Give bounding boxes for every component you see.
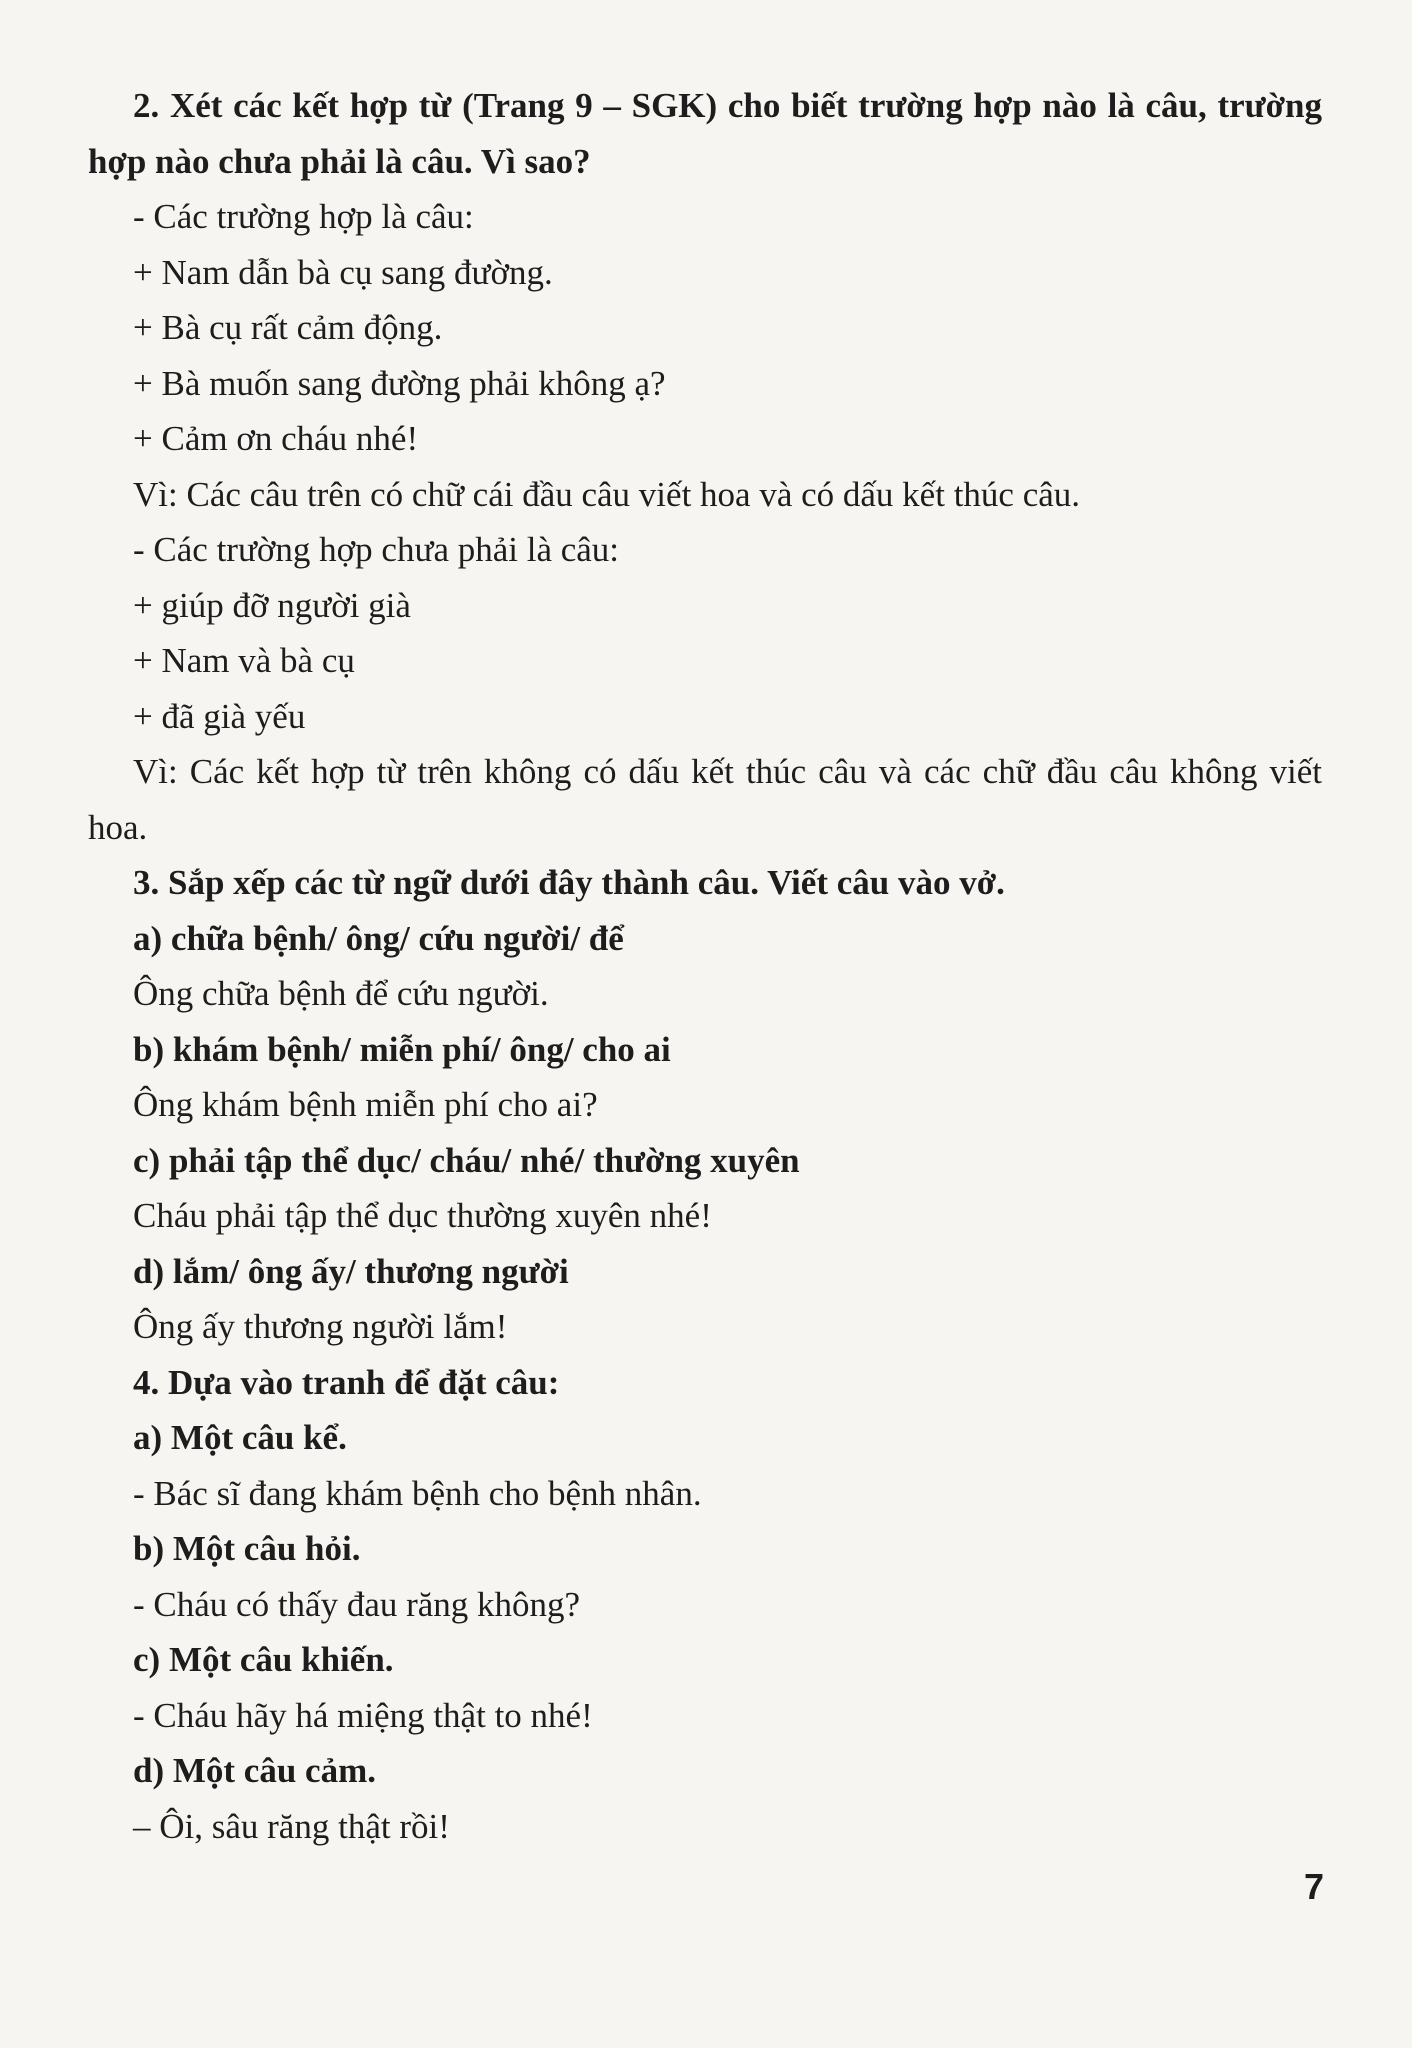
section-2-line: Vì: Các câu trên có chữ cái đầu câu viết hoa và có dấu kết thúc câu. [133, 474, 1081, 514]
section-2-line: + Bà cụ rất cảm động. [133, 308, 443, 347]
section-2-heading: 2. Xét các kết hợp từ (Trang 9 – SGK) cho biết trường hợp nào là câu, trường hợp nào chưa phải là câu. Vì sao? [88, 86, 1322, 181]
section-2-line: + Nam và bà cụ [133, 641, 355, 680]
exercise-answer: Cháu phải tập thể dục thường xuyên nhé! [133, 1196, 712, 1235]
exercise-prompt: d) lắm/ ông ấy/ thương người [133, 1251, 569, 1291]
section-3-heading: 3. Sắp xếp các từ ngữ dưới đây thành câu. Viết câu vào vở. [133, 863, 1005, 902]
exercise-answer: – Ôi, sâu răng thật rồi! [133, 1806, 450, 1846]
section-2-line: + Cảm ơn cháu nhé! [133, 419, 419, 458]
exercise-prompt: c) phải tập thể dục/ cháu/ nhé/ thường xuyên [133, 1140, 800, 1180]
exercise-prompt: c) Một câu khiến. [133, 1640, 394, 1679]
section-2-line: - Các trường hợp là câu: [133, 197, 474, 236]
exercise-answer: Ông chữa bệnh để cứu người. [133, 974, 549, 1013]
exercise-answer: - Bác sĩ đang khám bệnh cho bệnh nhân. [133, 1473, 702, 1513]
section-2-line: + Bà muốn sang đường phải không ạ? [133, 363, 666, 403]
exercise-prompt: a) Một câu kể. [133, 1418, 347, 1457]
section-2-line: + giúp đỡ người già [133, 585, 411, 625]
exercise-prompt: a) chữa bệnh/ ông/ cứu người/ để [133, 918, 624, 958]
exercise-answer: Ông ấy thương người lắm! [133, 1307, 508, 1346]
section-2-line: - Các trường hợp chưa phải là câu: [133, 530, 620, 569]
section-2-line: Vì: Các kết hợp từ trên không có dấu kết thúc câu và các chữ đầu câu không viết hoa. [88, 752, 1322, 847]
section-4-heading: 4. Dựa vào tranh để đặt câu: [133, 1362, 560, 1402]
exercise-answer: - Cháu hãy há miệng thật to nhé! [133, 1695, 593, 1735]
exercise-prompt: d) Một câu cảm. [133, 1751, 377, 1790]
exercise-prompt: b) Một câu hỏi. [133, 1529, 361, 1568]
page-number: 7 [1303, 1866, 1324, 1907]
section-2-line: + Nam dẫn bà cụ sang đường. [133, 252, 553, 292]
exercise-answer: - Cháu có thấy đau răng không? [133, 1584, 581, 1624]
exercise-answer: Ông khám bệnh miễn phí cho ai? [133, 1085, 598, 1124]
section-2-line: + đã già yếu [133, 696, 306, 736]
exercise-prompt: b) khám bệnh/ miễn phí/ ông/ cho ai [133, 1029, 671, 1069]
